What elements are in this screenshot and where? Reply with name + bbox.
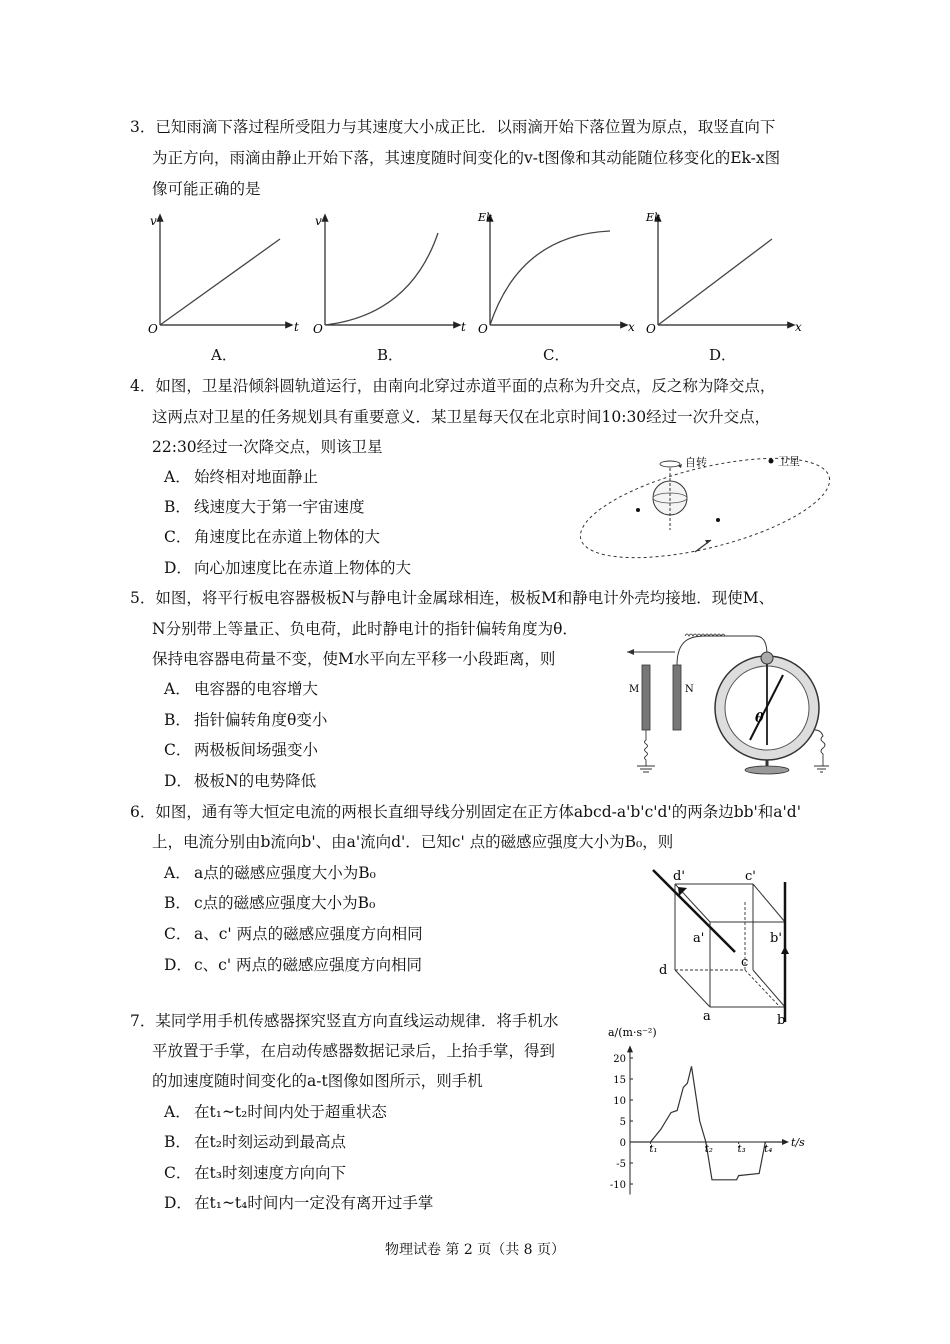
q5-line-3: 保持电容器电荷量不变，使M水平向左平移一小段距离，则 xyxy=(152,650,556,668)
svg-text:d': d' xyxy=(673,869,685,884)
svg-text:c: c xyxy=(741,955,749,970)
q4-orbit-figure xyxy=(575,440,835,570)
x-tick-label: t₄ xyxy=(764,1144,773,1155)
q6-number: 6． xyxy=(130,803,156,821)
q3-line-3: 像可能正确的是 xyxy=(152,180,261,198)
y-tick-label: -10 xyxy=(609,1180,626,1191)
q5-option-b: B． 指针偏转角度θ变小 xyxy=(164,711,328,729)
rotation-label: 自转 xyxy=(685,456,707,469)
graph-b-yaxis: v xyxy=(315,214,322,228)
y-axis-label: a/(m·s⁻²) xyxy=(608,1026,657,1039)
current-arrow-diag-icon xyxy=(678,887,687,896)
q5-option-d: D． 极板N的电势降低 xyxy=(164,772,317,790)
q3-graphs xyxy=(140,205,820,345)
svg-text:a: a xyxy=(703,1009,711,1024)
graph-d-origin: O xyxy=(646,322,656,336)
q7-at-chart xyxy=(600,1024,815,1214)
q7-line-2: 平放置于手掌，在启动传感器数据记录后，上抬手掌，得到 xyxy=(152,1042,556,1060)
graph-a-label: A． xyxy=(211,346,237,364)
q5-line-1: 5．如图，将平行板电容器极板N与静电计金属球相连，极板M和静电计外壳均接地．现使M、 xyxy=(130,589,775,607)
q6-line-1: 6．如图，通有等大恒定电流的两根长直细导线分别固定在正方体abcd-a'b'c'd'的两条边bb'和a'd' xyxy=(130,803,801,821)
graph-c-xaxis: x xyxy=(628,320,635,334)
q4-option-b: B． 线速度大于第一宇宙速度 xyxy=(164,498,365,516)
q4-line-3: 22:30经过一次降交点，则该卫星 xyxy=(152,438,383,456)
plate-n xyxy=(673,665,681,730)
plate-m-label: M xyxy=(629,684,640,695)
graph-c-origin: O xyxy=(478,322,488,336)
graph-a-xaxis: t xyxy=(294,320,299,334)
y-axis-arrow xyxy=(627,1045,633,1052)
q4-line-2: 这两点对卫星的任务规划具有重要意义．某卫星每天仅在北京时间10:30经过一次升交点， xyxy=(152,408,771,426)
svg-text:c': c' xyxy=(745,869,756,884)
electrometer-ball xyxy=(761,652,773,664)
graph-d xyxy=(645,211,802,336)
q3-line-1: 3．已知雨滴下落过程所受阻力与其速度大小成正比．以雨滴开始下落位置为原点，取竖直向下 xyxy=(130,118,776,136)
q5-line-2: N分别带上等量正、负电荷，此时静电计的指针偏转角度为θ． xyxy=(152,620,578,638)
svg-text:b: b xyxy=(777,1013,786,1028)
q3-line-2: 为正方向，雨滴由静止开始下落，其速度随时间变化的v-t图像和其动能随位移变化的Ek-x图 xyxy=(152,149,781,167)
svg-text:b': b' xyxy=(770,931,782,946)
graph-d-xaxis: x xyxy=(795,320,802,334)
y-tick-label: 20 xyxy=(613,1054,626,1065)
q4-option-c: C． 角速度比在赤道上物体的大 xyxy=(164,528,381,546)
svg-text:a': a' xyxy=(693,931,705,946)
q4-option-a: A． 始终相对地面静止 xyxy=(164,468,319,486)
move-left-arrow-icon xyxy=(627,649,634,655)
q7-option-b: B． 在t₂时刻运动到最高点 xyxy=(164,1133,346,1151)
q6-cube-figure xyxy=(645,862,805,1030)
satellite-dot xyxy=(769,459,774,464)
angle-theta: θ xyxy=(755,711,764,726)
rotation-arrow-icon xyxy=(660,461,680,467)
satellite-label: 卫星 xyxy=(778,455,800,468)
graph-c-curve xyxy=(490,231,610,325)
q6-option-d: D． c、c' 两点的磁感应强度方向相同 xyxy=(164,956,423,974)
y-tick-label: 5 xyxy=(619,1117,626,1128)
graph-b-curve xyxy=(325,233,438,325)
svg-text:d: d xyxy=(659,963,668,978)
current-arrow-up-icon xyxy=(781,946,789,954)
y-tick-label: 10 xyxy=(613,1096,626,1107)
graph-a-origin: O xyxy=(148,322,158,336)
q7-number: 7． xyxy=(130,1012,156,1030)
q7-option-c: C． 在t₃时刻速度方向向下 xyxy=(164,1164,346,1182)
q4-line-1: 4．如图，卫星沿倾斜圆轨道运行，由南向北穿过赤道平面的点称为升交点，反之称为降交点， xyxy=(130,377,776,395)
graph-d-curve xyxy=(658,239,772,325)
graph-b-origin: O xyxy=(313,322,323,336)
q4-option-d: D． 向心加速度比在赤道上物体的大 xyxy=(164,559,412,577)
q5-number: 5． xyxy=(130,589,156,607)
graph-b xyxy=(313,214,466,336)
y-tick-label: -5 xyxy=(616,1159,626,1170)
q5-option-a: A． 电容器的电容增大 xyxy=(164,680,319,698)
graph-c xyxy=(477,211,635,336)
y-tick-label: 0 xyxy=(619,1138,626,1149)
q6-option-c: C． a、c' 两点的磁感应强度方向相同 xyxy=(164,925,423,943)
graph-a xyxy=(148,214,299,336)
graph-c-label: C． xyxy=(543,346,570,364)
q5-electrometer-figure xyxy=(615,630,830,775)
q4-number: 4． xyxy=(130,377,156,395)
q6-option-b: B． c点的磁感应强度大小为B₀ xyxy=(164,894,376,912)
q7-option-d: D． 在t₁~t₄时间内一定没有离开过手掌 xyxy=(164,1194,434,1212)
y-tick-label: 15 xyxy=(613,1075,626,1086)
q6-line-2: 上，电流分别由b流向b'、由a'流向d'．已知c' 点的磁感应强度大小为B₀，则 xyxy=(152,833,674,851)
q7-line-1: 7．某同学用手机传感器探究竖直方向直线运动规律．将手机水 xyxy=(130,1012,559,1030)
q3-number: 3． xyxy=(130,118,156,136)
graph-a-curve xyxy=(160,239,280,325)
graph-d-label: D． xyxy=(709,346,737,364)
electrometer-stand xyxy=(745,766,789,774)
graph-d-yaxis: Ek xyxy=(646,211,661,224)
q6-option-a: A． a点的磁感应强度大小为B₀ xyxy=(164,864,376,882)
graph-b-xaxis: t xyxy=(461,320,466,334)
x-tick-label: t₃ xyxy=(737,1144,746,1155)
x-tick-label: t₁ xyxy=(649,1144,658,1155)
plate-m xyxy=(642,665,650,730)
at-curve xyxy=(630,1066,784,1179)
q5-option-c: C． 两极板间场强变小 xyxy=(164,741,319,759)
graph-a-yaxis: v xyxy=(150,214,157,228)
q7-option-a: A． 在t₁~t₂时间内处于超重状态 xyxy=(164,1103,387,1121)
x-tick-label: t₂ xyxy=(704,1144,713,1155)
graph-c-yaxis: Ek xyxy=(478,211,493,224)
graph-b-label: B． xyxy=(377,346,404,364)
x-axis-label: t/s xyxy=(791,1136,805,1149)
page-footer: 物理试卷 第 2 页（共 8 页） xyxy=(384,1242,566,1258)
plate-n-label: N xyxy=(685,684,694,695)
q7-line-3: 的加速度随时间变化的a-t图像如图所示，则手机 xyxy=(152,1072,483,1090)
